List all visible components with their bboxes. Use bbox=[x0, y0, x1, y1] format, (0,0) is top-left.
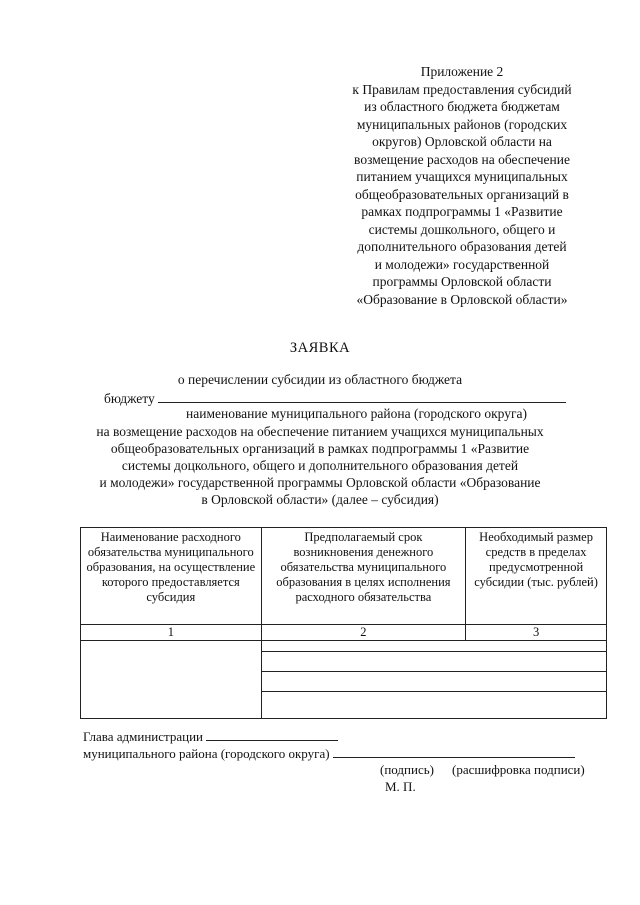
appendix-line: общеобразовательных организаций в bbox=[355, 186, 569, 202]
column-number: 2 bbox=[261, 625, 466, 641]
appendix-line: возмещение расходов на обеспечение bbox=[354, 151, 570, 167]
sign-hint: (подпись) bbox=[380, 762, 434, 777]
table-subline bbox=[262, 691, 606, 718]
appendix-block bbox=[336, 63, 588, 308]
appendix-line: системы дошкольного, общего и bbox=[368, 221, 556, 237]
district-label: муниципального района (городского округа) bbox=[83, 746, 330, 761]
intro-line-7: в Орловской области» (далее – субсидия) bbox=[201, 492, 439, 507]
appendix-line: округов) Орловской области на bbox=[372, 134, 552, 149]
head-field[interactable] bbox=[206, 728, 338, 741]
appendix-line: муниципальных районов (городских bbox=[356, 116, 568, 132]
budget-hint: наименование муниципального района (городского округа) bbox=[186, 406, 528, 421]
budget-label: бюджету bbox=[104, 391, 155, 406]
head-row bbox=[83, 728, 338, 745]
document-title: ЗАЯВКА bbox=[289, 340, 351, 356]
appendix-line: к Правилам предоставления субсидий bbox=[352, 81, 572, 97]
district-field[interactable] bbox=[333, 745, 575, 758]
appendix-line: из областного бюджета бюджетам bbox=[364, 99, 560, 114]
intro-line-4: общеобразовательных организаций в рамках подпрограммы 1 «Развитие bbox=[110, 441, 530, 456]
column-number: 1 bbox=[81, 625, 262, 641]
term-amount-cell[interactable] bbox=[261, 641, 606, 719]
table-subline bbox=[262, 671, 606, 691]
intro-line-5: системы доцкольного, общего и дополнительного образования детей bbox=[121, 458, 519, 473]
budget-name-field[interactable] bbox=[158, 390, 566, 403]
appendix-line: Приложение 2 bbox=[420, 64, 504, 79]
stamp-label: М. П. bbox=[385, 779, 416, 794]
table-number-row bbox=[81, 625, 607, 641]
appendix-line: рамках подпрограммы 1 «Развитие bbox=[361, 204, 563, 219]
table-row bbox=[81, 641, 607, 719]
intro-line-6: и молодежи» государственной программы Орловской области «Образование bbox=[99, 475, 541, 490]
request-table bbox=[80, 527, 607, 719]
appendix-line: программы Орловской области bbox=[372, 274, 552, 289]
obligation-cell[interactable] bbox=[81, 641, 262, 719]
budget-row bbox=[104, 390, 566, 407]
decode-hint: (расшифровка подписи) bbox=[452, 762, 585, 777]
header-amount: Необходимый размер средств в пределах предусмотренной субсидии (тыс. рублей) bbox=[466, 528, 607, 625]
header-term: Предполагаемый срок возникновения денежного обязательства муниципального образования в целях исполнения расходного обязательства bbox=[261, 528, 466, 625]
district-row bbox=[83, 745, 575, 762]
intro-line-1: о перечислении субсидии из областного бюджета bbox=[177, 372, 463, 387]
appendix-line: и молодежи» государственной bbox=[374, 256, 550, 272]
column-number: 3 bbox=[466, 625, 607, 641]
table-subline bbox=[262, 651, 606, 671]
head-label: Глава администрации bbox=[83, 729, 204, 744]
header-obligation: Наименование расходного обязательства муниципального образования, на осуществление которого предоставляется субсидия bbox=[81, 528, 262, 625]
table-header-row bbox=[81, 528, 607, 625]
intro-line-3: на возмещение расходов на обеспечение питанием учащихся муниципальных bbox=[96, 424, 544, 439]
appendix-line: питанием учащихся муниципальных bbox=[356, 169, 568, 184]
appendix-line: «Образование в Орловской области» bbox=[356, 291, 568, 307]
appendix-line: дополнительного образования детей bbox=[357, 239, 567, 254]
